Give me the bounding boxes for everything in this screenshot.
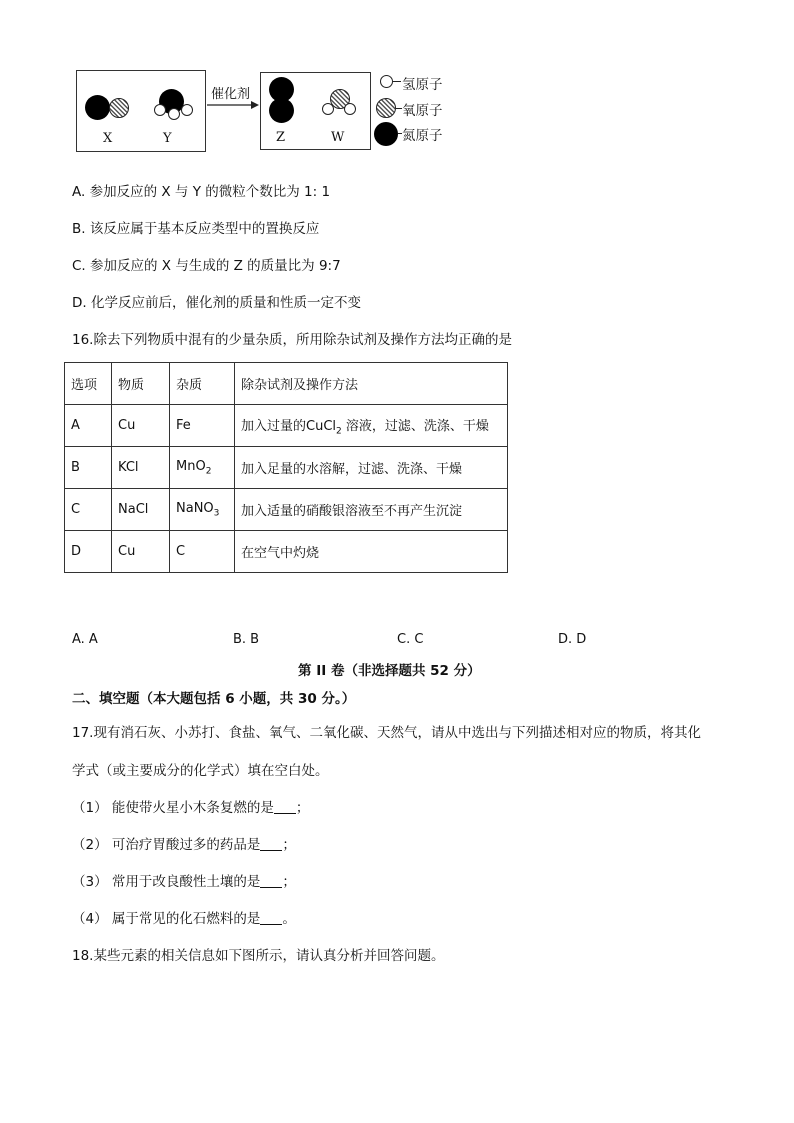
- q18-stem: 18.某些元素的相关信息如下图所示，请认真分析并回答问题。: [72, 948, 445, 964]
- cell-impurity: Fe: [170, 405, 235, 447]
- w-hydrogen-atom: [322, 103, 334, 115]
- q16-answer-d: D. D: [558, 632, 587, 647]
- answer-blank[interactable]: [260, 911, 282, 926]
- cell-method: 加入适量的硝酸银溶液至不再产生沉淀: [235, 489, 508, 531]
- label-w: W: [331, 130, 345, 145]
- header-impurity: 杂质: [170, 363, 235, 405]
- reaction-arrow-icon: [207, 96, 259, 108]
- w-hydrogen-atom: [344, 103, 356, 115]
- table-header-row: [65, 363, 508, 405]
- header-substance: 物质: [112, 363, 170, 405]
- cell-option: B: [65, 447, 112, 489]
- cell-option: D: [65, 531, 112, 573]
- q17-item-3: [72, 870, 296, 890]
- hydrogen-legend-icon: [380, 75, 393, 88]
- x-oxygen-atom: [109, 98, 129, 118]
- cell-option: A: [65, 405, 112, 447]
- section-title: 第 II 卷（非选择题共 52 分）: [298, 663, 481, 679]
- header-method: 除杂试剂及操作方法: [235, 363, 508, 405]
- answer-blank[interactable]: [260, 874, 282, 889]
- legend-line: [393, 81, 401, 82]
- x-nitrogen-atom: [85, 95, 110, 120]
- cell-impurity: [170, 489, 235, 531]
- table-row: [65, 531, 508, 573]
- q17-stem-line2: 学式（或主要成分的化学式）填在空白处。: [72, 763, 329, 779]
- q16-answer-b: B. B: [233, 632, 260, 647]
- impurity-text: NaNO: [176, 500, 214, 516]
- cell-method: 在空气中灼烧: [235, 531, 508, 573]
- q15-option-a: A. 参加反应的 X 与 Y 的微粒个数比为 1: 1: [72, 184, 331, 200]
- cell-substance: Cu: [112, 531, 170, 573]
- products-box: [260, 72, 371, 150]
- method-text: 加入过量的CuCl: [241, 418, 337, 434]
- answer-blank[interactable]: [260, 837, 282, 852]
- q17-item-4: [72, 907, 296, 927]
- cell-substance: NaCl: [112, 489, 170, 531]
- cell-method: [235, 405, 508, 447]
- cell-substance: Cu: [112, 405, 170, 447]
- method-subscript: 2: [336, 426, 342, 437]
- q17-item-end: 。: [282, 911, 296, 927]
- nitrogen-legend-icon: [374, 122, 398, 146]
- label-y: Y: [163, 131, 172, 146]
- q17-item-1: [72, 796, 309, 816]
- q16-table: [64, 362, 508, 573]
- impurity-subscript: 2: [205, 466, 212, 477]
- table-row: [65, 405, 508, 447]
- q15-option-b: B. 该反应属于基本反应类型中的置换反应: [72, 221, 320, 237]
- table-row: [65, 447, 508, 489]
- q17-item-text: （3） 常用于改良酸性土壤的是: [72, 874, 261, 890]
- z-nitrogen-atom: [269, 98, 294, 123]
- legend-oxygen-label: 氧原子: [402, 103, 443, 119]
- q17-item-2: [72, 833, 296, 853]
- q17-item-text: （2） 可治疗胃酸过多的药品是: [72, 837, 261, 853]
- label-x: X: [103, 131, 113, 146]
- q17-item-text: （1） 能使带火星小木条复燃的是: [72, 800, 274, 816]
- q15-option-d: D. 化学反应前后，催化剂的质量和性质一定不变: [72, 295, 361, 311]
- q15-option-c: C. 参加反应的 X 与生成的 Z 的质量比为 9:7: [72, 258, 341, 274]
- impurity-text: MnO: [176, 458, 206, 474]
- q17-item-end: ；: [295, 800, 310, 816]
- cell-option: C: [65, 489, 112, 531]
- cell-substance: KCl: [112, 447, 170, 489]
- q16-answer-a: A. A: [72, 632, 98, 647]
- y-hydrogen-atom: [154, 104, 166, 116]
- q16-stem: 16.除去下列物质中混有的少量杂质，所用除杂试剂及操作方法均正确的是: [72, 332, 512, 348]
- oxygen-legend-icon: [376, 98, 396, 118]
- table-row: [65, 489, 508, 531]
- answer-blank[interactable]: [274, 800, 296, 815]
- method-text: 溶液，过滤、洗涤、干燥: [341, 418, 489, 434]
- header-option: 选项: [65, 363, 112, 405]
- reactants-box: [76, 70, 206, 152]
- q16-answer-c: C. C: [397, 632, 424, 647]
- part-title: 二、填空题（本大题包括 6 小题，共 30 分。）: [72, 691, 356, 707]
- y-hydrogen-atom: [168, 108, 180, 120]
- label-z: Z: [276, 130, 286, 145]
- y-hydrogen-atom: [181, 104, 193, 116]
- q17-item-text: （4） 属于常见的化石燃料的是: [72, 911, 261, 927]
- legend-hydrogen-label: 氢原子: [402, 77, 443, 93]
- q17-stem-line1: 17.现有消石灰、小苏打、食盐、氧气、二氧化碳、天然气，请从中选出与下列描述相对应的物质，将其化: [72, 725, 701, 741]
- impurity-subscript: 3: [213, 508, 220, 519]
- cell-method: 加入足量的水溶解，过滤、洗涤、干燥: [235, 447, 508, 489]
- q17-item-end: ；: [282, 874, 296, 890]
- cell-impurity: [170, 447, 235, 489]
- catalyst-label: 催化剂: [211, 87, 251, 102]
- cell-impurity: C: [170, 531, 235, 573]
- legend-nitrogen-label: 氮原子: [402, 128, 443, 144]
- q17-item-end: ；: [282, 837, 296, 853]
